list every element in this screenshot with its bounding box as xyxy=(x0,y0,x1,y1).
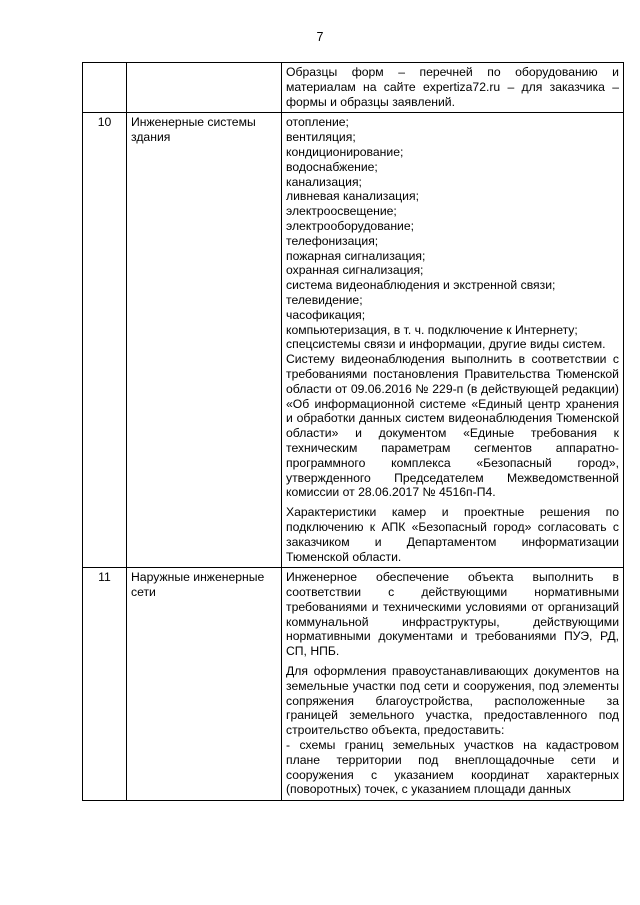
page-number: 7 xyxy=(316,30,324,44)
list-item: охранная сигнализация; xyxy=(286,263,424,278)
row-content xyxy=(282,568,624,801)
content-paragraph: Характеристики камер и проектные решения по подключению к АПК «Безопасный город» согласовать с заказчиком и Департаментом информатизации Тюменской области. xyxy=(286,505,619,564)
row-content xyxy=(282,63,624,113)
list-item: система видеонаблюдения и экстренной связи; xyxy=(286,278,556,293)
row-number: 11 xyxy=(83,568,127,801)
list-item: кондиционирование; xyxy=(286,144,404,159)
list-item: телевидение; xyxy=(286,292,363,307)
row-number xyxy=(83,63,127,113)
table-row xyxy=(83,568,624,801)
content-paragraph: Для оформления правоустанавливающих документов на земельные участки под сети и сооружения, под элементы сопряжения благоустройства, расположенные за границей земельного участка, предоставленного под строительство объекта, предоставить: xyxy=(286,664,619,738)
row-title xyxy=(127,63,282,113)
row-content xyxy=(282,113,624,568)
list-item: отопление; xyxy=(286,115,349,130)
list-item: ливневая канализация; xyxy=(286,189,419,204)
list-item: спецсистемы связи и информации, другие виды систем. xyxy=(286,337,606,352)
table-row xyxy=(83,113,624,568)
row-title: Инженерные системы здания xyxy=(127,113,282,568)
requirements-table xyxy=(82,62,624,801)
list-item: электрооборудование; xyxy=(286,218,415,233)
list-item: телефонизация; xyxy=(286,233,379,248)
list-item: канализация; xyxy=(286,174,362,189)
list-item: часофикация; xyxy=(286,307,366,322)
table-row xyxy=(83,63,624,113)
list-item: водоснабжение; xyxy=(286,159,378,174)
row-title: Наружные инженерные сети xyxy=(127,568,282,801)
content-paragraph: Инженерное обеспечение объекта выполнить в соответствии с действующими нормативными требованиями и техническими условиями от организаций коммунальной инфраструктуры, действующими нормативными документами и требованиями ПУЭ, РД, СП, НПБ. xyxy=(286,570,619,659)
content-paragraph: Образцы форм – перечней по оборудованию и материалам на сайте expertiza72.ru – для заказчика – формы и образцы заявлений. xyxy=(286,65,619,109)
row-number: 10 xyxy=(83,113,127,568)
list-item: вентиляция; xyxy=(286,130,356,145)
list-item: электроосвещение; xyxy=(286,204,397,219)
list-item: компьютеризация, в т. ч. подключение к Интернету; xyxy=(286,322,578,337)
content-paragraph: Систему видеонаблюдения выполнить в соответствии с требованиями постановления Правительства Тюменской области от 09.06.2016 № 229-п (в действующей редакции) «Об информационной системе «Единый центр хранения и обработки данных систем видеонаблюдения Тюменской области» и документом «Единые требования к техническим параметрам сегментов аппаратно-программного комплекса «Безопасный город», утвержденного Председателем Межведомственной комиссии от 28.06.2017 № 4516п-П4. xyxy=(286,352,619,500)
content-paragraph: - схемы границ земельных участков на кадастровом плане территории под внеплощадочные сети и сооружения с указанием координат характерных (поворотных) точек, с указанием площади данных xyxy=(286,738,619,797)
list-item: пожарная сигнализация; xyxy=(286,248,426,263)
